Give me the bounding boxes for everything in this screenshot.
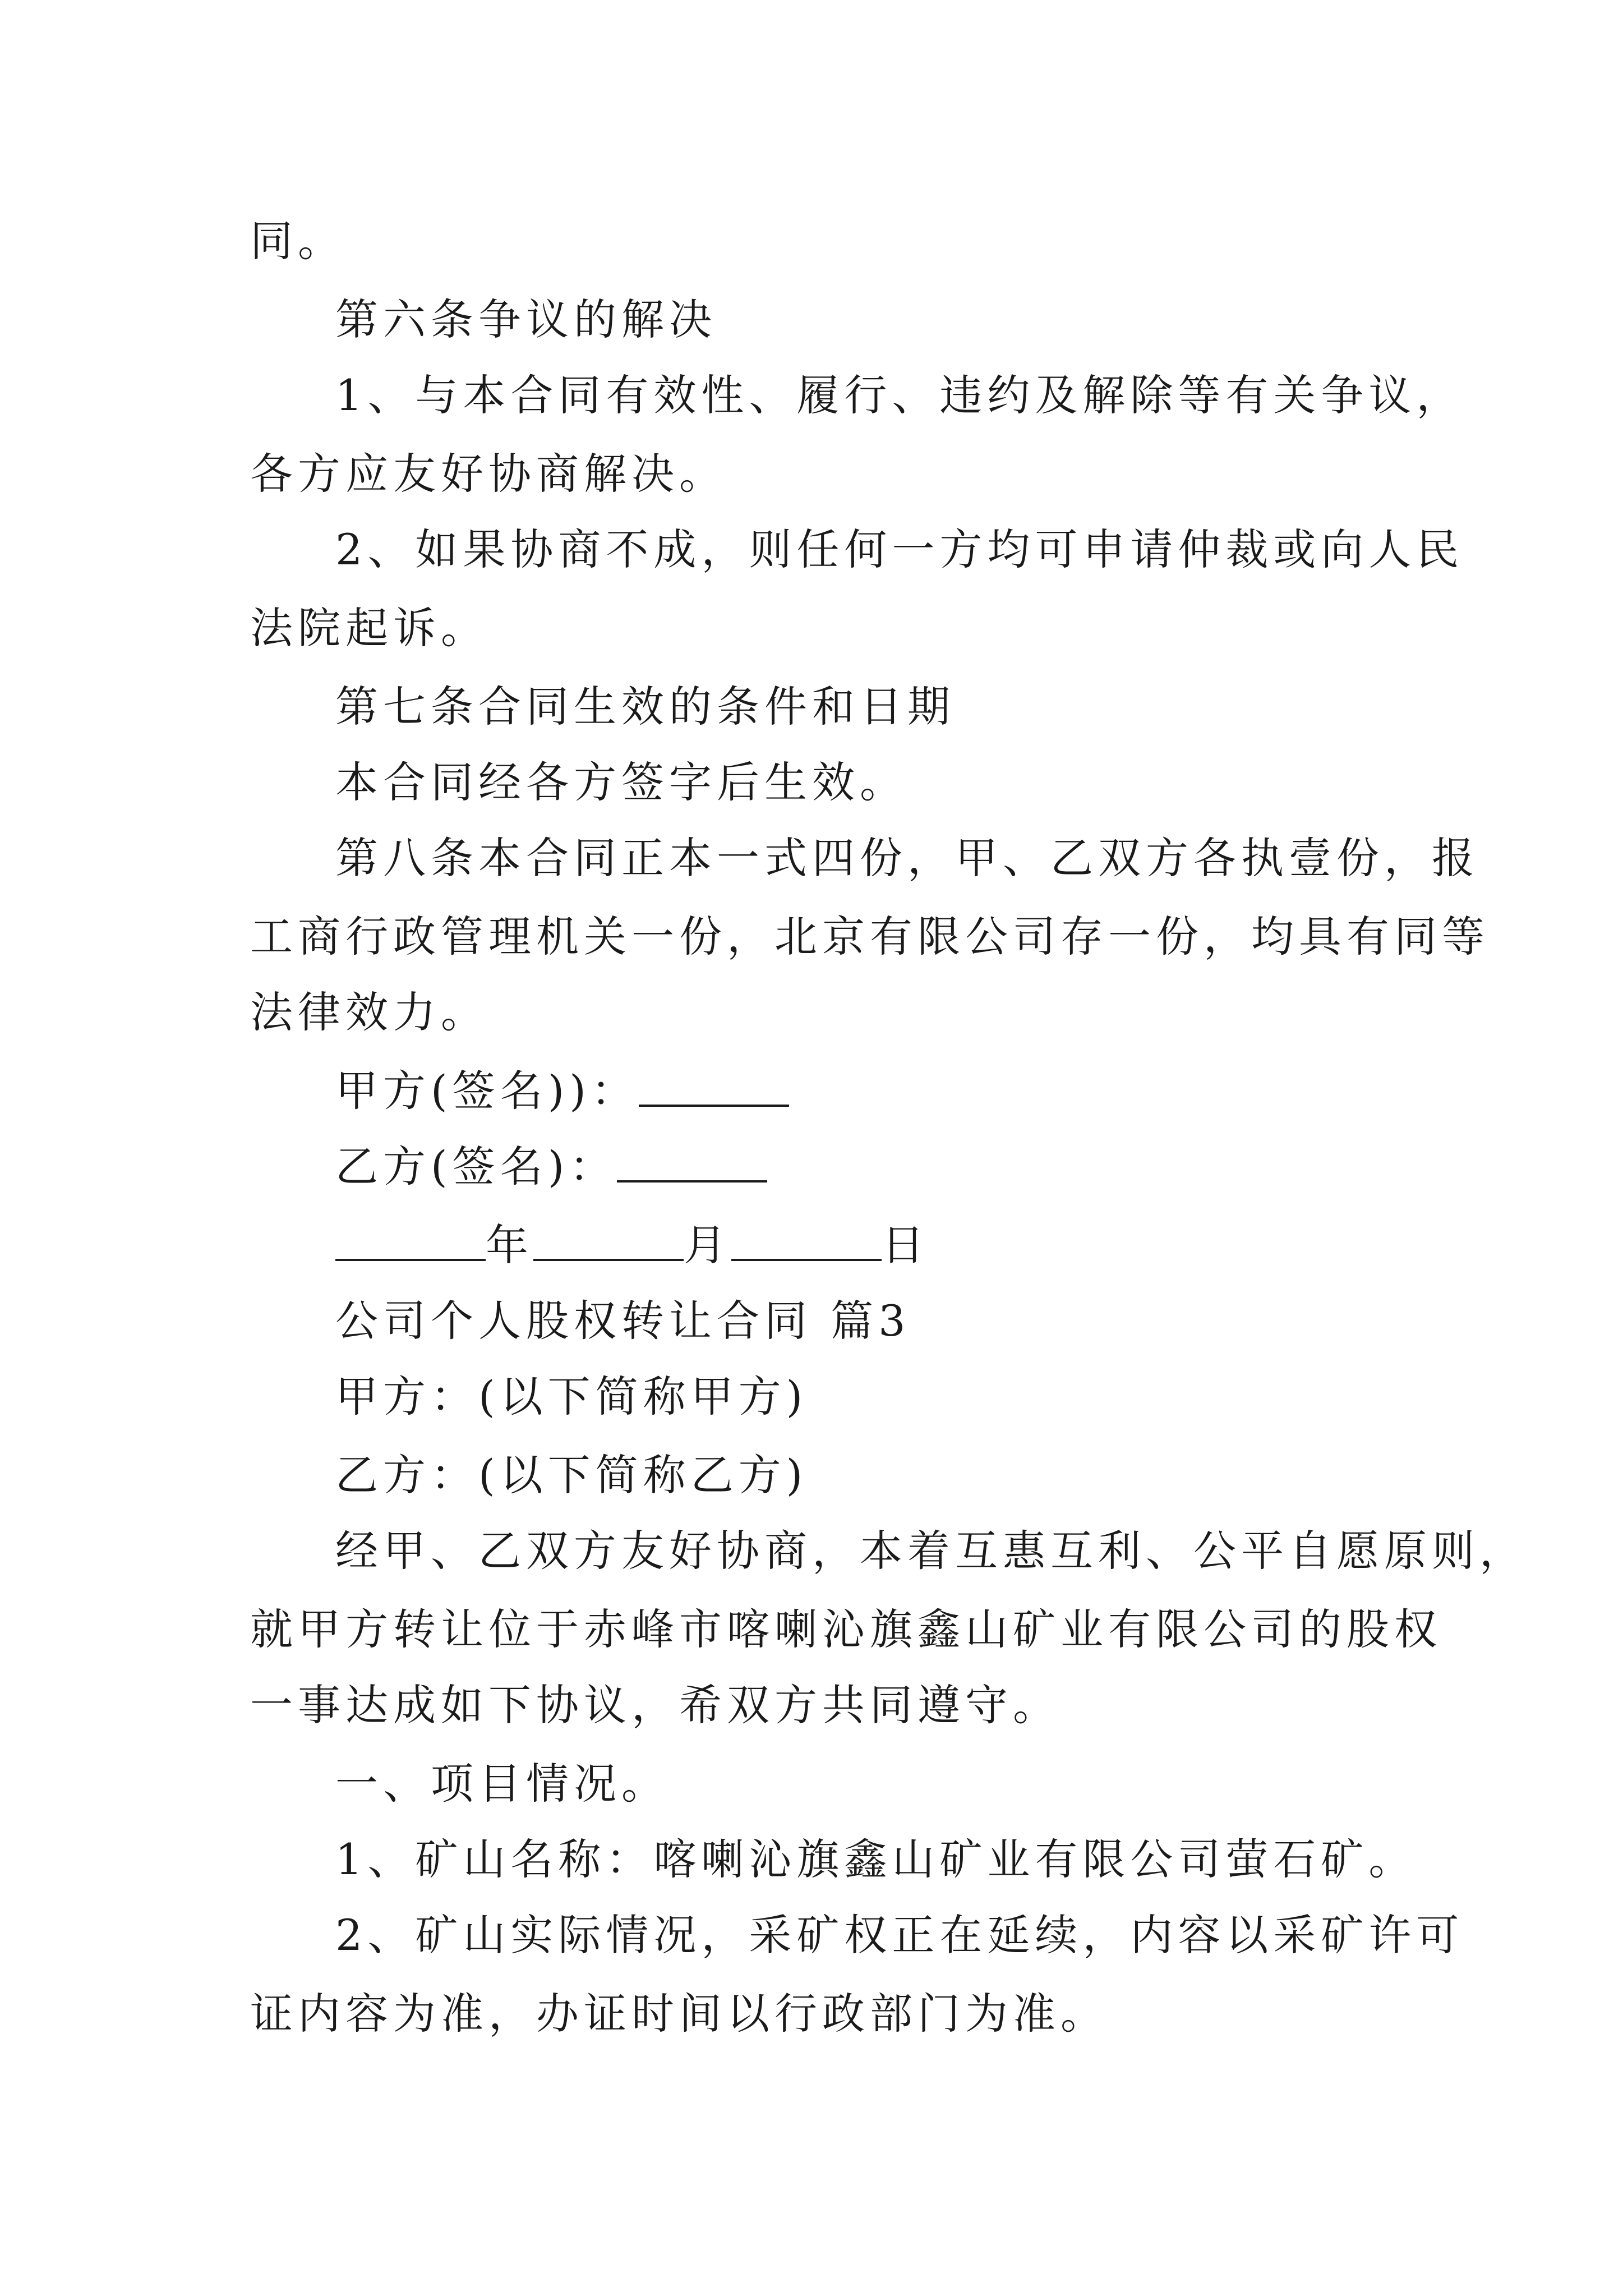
text-line: 2、如果协商不成，则任何一方均可申请仲裁或向人民 [335, 524, 1464, 574]
text-line: 2、矿山实际情况，采矿权正在延续，内容以采矿许可 [335, 1910, 1464, 1960]
text-line: 同。 [250, 216, 345, 266]
party-b-line: 乙方：(以下简称乙方) [335, 1450, 808, 1500]
contract-title: 公司个人股权转让合同 篇3 [335, 1296, 911, 1346]
text-line: 就甲方转让位于赤峰市喀喇沁旗鑫山矿业有限公司的股权 [250, 1604, 1442, 1654]
section-heading: 第七条合同生效的条件和日期 [335, 682, 955, 731]
year-blank[interactable] [335, 1205, 486, 1261]
section-heading: 一、项目情况。 [335, 1759, 669, 1809]
date-line [335, 1217, 929, 1273]
text-line: 法律效力。 [250, 987, 488, 1037]
text-line: 1、与本合同有效性、履行、违约及解除等有关争议， [335, 370, 1464, 420]
month-label: 月 [684, 1220, 731, 1270]
day-label: 日 [882, 1220, 929, 1270]
section-heading: 第六条争议的解决 [335, 295, 717, 344]
party-a-signature-blank[interactable] [639, 1051, 789, 1107]
year-label: 年 [486, 1220, 533, 1270]
month-blank[interactable] [533, 1205, 684, 1261]
party-a-line: 甲方：(以下简称甲方) [335, 1372, 808, 1421]
party-a-signature-label: 甲方(签名))： [335, 1066, 639, 1116]
party-b-signature-line [335, 1139, 767, 1195]
day-blank[interactable] [731, 1205, 882, 1261]
party-b-signature-blank[interactable] [617, 1126, 767, 1182]
text-line: 第八条本合同正本一式四份，甲、乙双方各执壹份，报 [335, 833, 1479, 883]
text-line: 本合同经各方签字后生效。 [335, 757, 907, 807]
text-line: 工商行政管理机关一份，北京有限公司存一份，均具有同等 [250, 912, 1490, 961]
party-a-signature-line [335, 1063, 789, 1119]
text-line: 经甲、乙双方友好协商，本着互惠互利、公平自愿原则， [335, 1526, 1527, 1576]
text-line: 各方应友好协商解决。 [250, 449, 727, 499]
text-line: 1、矿山名称：喀喇沁旗鑫山矿业有限公司萤石矿。 [335, 1834, 1417, 1884]
text-line: 证内容为准，办证时间以行政部门为准。 [250, 1989, 1108, 2039]
text-line: 一事达成如下协议，希双方共同遵守。 [250, 1680, 1061, 1730]
party-b-signature-label: 乙方(签名)： [335, 1142, 617, 1191]
text-line: 法院起诉。 [250, 603, 488, 653]
